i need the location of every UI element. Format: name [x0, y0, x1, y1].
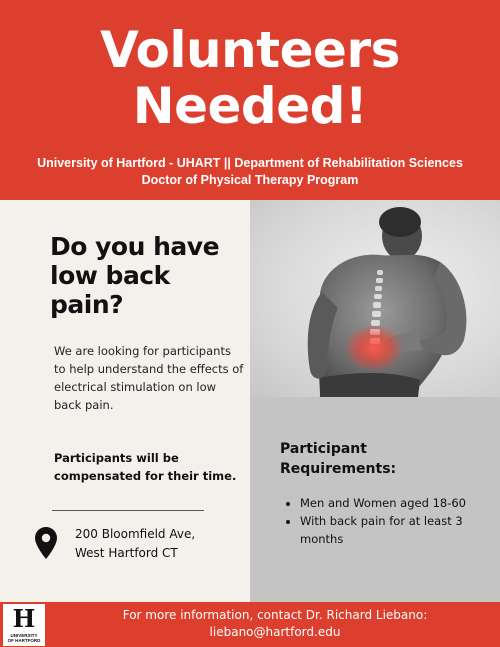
map-pin-icon [35, 527, 57, 559]
info-panel [0, 200, 250, 602]
question-heading: Do you have low back pain? [50, 232, 220, 319]
address [75, 525, 245, 563]
title-line-1: Volunteers [100, 21, 400, 79]
requirements-panel [250, 397, 500, 602]
list-item: • With back pain for at least 3 months [300, 512, 490, 548]
contact-email[interactable]: liebano@hartford.edu [209, 625, 341, 639]
header-banner [0, 0, 500, 200]
divider [52, 510, 204, 511]
contact-info [50, 607, 500, 641]
logo-line-2: OF HARTFORD [7, 638, 41, 643]
university-logo [3, 604, 45, 646]
logo-letter: H [12, 604, 36, 633]
back-pain-illustration [250, 200, 500, 397]
logo-line-1: UNIVERSITY [10, 633, 38, 638]
requirements-title: Participant Requirements: [280, 441, 397, 477]
page-title [0, 22, 500, 134]
contact-line-1: For more information, contact Dr. Richard Liebano: [122, 608, 428, 622]
address-line-1: 200 Bloomfield Ave, [75, 527, 196, 541]
subtitle-line-1: University of Hartford - UHART || Department of Rehabilitation Sciences [37, 156, 463, 170]
subtitle-line-2: Doctor of Physical Therapy Program [141, 173, 359, 187]
list-item: • Men and Women aged 18-60 [300, 494, 490, 512]
study-description: We are looking for participants to help understand the effects of electrical stimulation on low back pain. [54, 344, 244, 412]
footer-bar [0, 602, 500, 647]
requirements-list [286, 494, 490, 548]
header-subtitle [0, 155, 500, 189]
title-line-2: Needed! [132, 77, 368, 135]
logo-text [3, 633, 45, 643]
address-line-2: West Hartford CT [75, 546, 178, 560]
compensation-note: Participants will be compensated for their time. [54, 451, 237, 483]
back-pain-photo [250, 200, 500, 397]
